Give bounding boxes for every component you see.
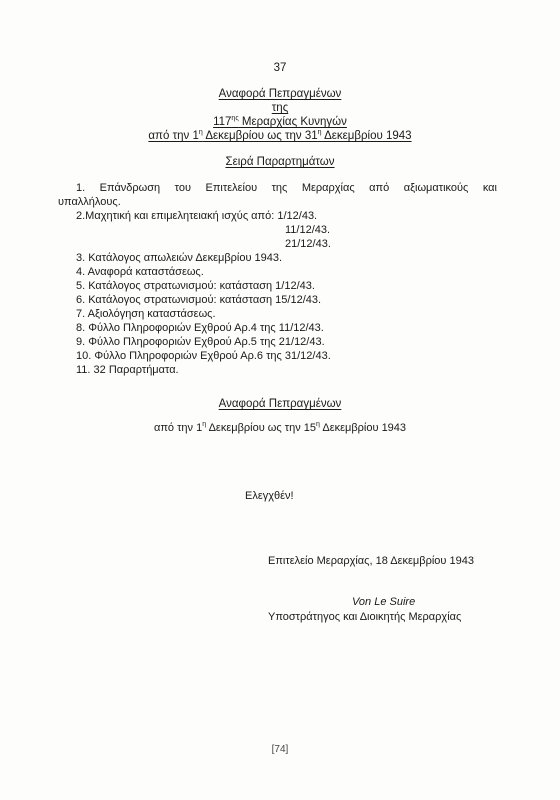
annexes-heading: Σειρά Παραρτημάτων	[225, 156, 335, 168]
section2-heading: Αναφορά Πεπραγμένων	[218, 398, 342, 410]
annex-item-2-line-3: 21/12/43.	[285, 238, 331, 250]
annex-item-2-line-2: 11/12/43.	[285, 224, 331, 236]
annex-item-5: 5. Κατάλογος στρατωνισμού: κατάσταση 1/12/43.	[76, 280, 315, 292]
annex-item-11: 11. 32 Παραρτήματα.	[76, 364, 179, 376]
annex-item-6: 6. Κατάλογος στρατωνισμού: κατάσταση 15/12/43.	[76, 294, 322, 306]
annex-item-10: 10. Φύλλο Πληροφοριών Εχθρού Αρ.6 της 31/12/43.	[76, 350, 331, 362]
annex-item-8: 8. Φύλλο Πληροφοριών Εχθρού Αρ.4 της 11/12/43.	[76, 322, 324, 334]
title-line-4	[0, 130, 560, 142]
annex-item-9: 9. Φύλλο Πληροφοριών Εχθρού Αρ.5 της 21/12/43.	[76, 336, 325, 348]
place-date: Επιτελείο Μεραρχίας, 18 Δεκεμβρίου 1943	[268, 555, 474, 567]
annex-item-2-line-1: 2.Μαχητική και επιμελητειακή ισχύς από: 1/12/43.	[76, 210, 318, 222]
title-line-1	[0, 88, 560, 100]
annex-item-7: 7. Αξιολόγηση καταστάσεως.	[76, 308, 216, 320]
signature-name: Von Le Suire	[352, 596, 416, 608]
section2-period: από την $1^\eta$ Δεκεμβρίου ως την $15^\eta$ Δεκεμβρίου 1943	[153, 421, 407, 434]
annex-item-1-line-1: 1. Επάνδρωση του Επιτελείου της Μεραρχίας από αξιωματικούς και	[76, 182, 497, 194]
annex-item-3: 3. Κατάλογος απωλειών Δεκεμβρίου 1943.	[76, 252, 283, 264]
footer-page-number: [74]	[271, 744, 289, 755]
title-line-3	[0, 116, 560, 128]
title-text-1: Αναφορά Πεπραγμένων	[218, 88, 342, 100]
signature-title: Υποστράτηγος και Διοικητής Μεραρχίας	[268, 611, 462, 623]
title-text-3: $117^{\eta\varsigma}$ Μεραρχίας Κυνηγών	[213, 115, 347, 128]
title-text-4: από την $1^\eta$ Δεκεμβρίου ως την $31^\eta$ Δεκεμβρίου 1943	[148, 129, 412, 142]
annex-item-4: 4. Αναφορά καταστάσεως.	[76, 266, 204, 278]
checked-stamp: Ελεγχθέν!	[245, 490, 294, 502]
annex-item-1-line-2: υπαλλήλους.	[58, 196, 121, 208]
title-text-2: της	[271, 102, 289, 114]
page-number: 37	[273, 62, 287, 74]
title-line-2	[0, 102, 560, 114]
